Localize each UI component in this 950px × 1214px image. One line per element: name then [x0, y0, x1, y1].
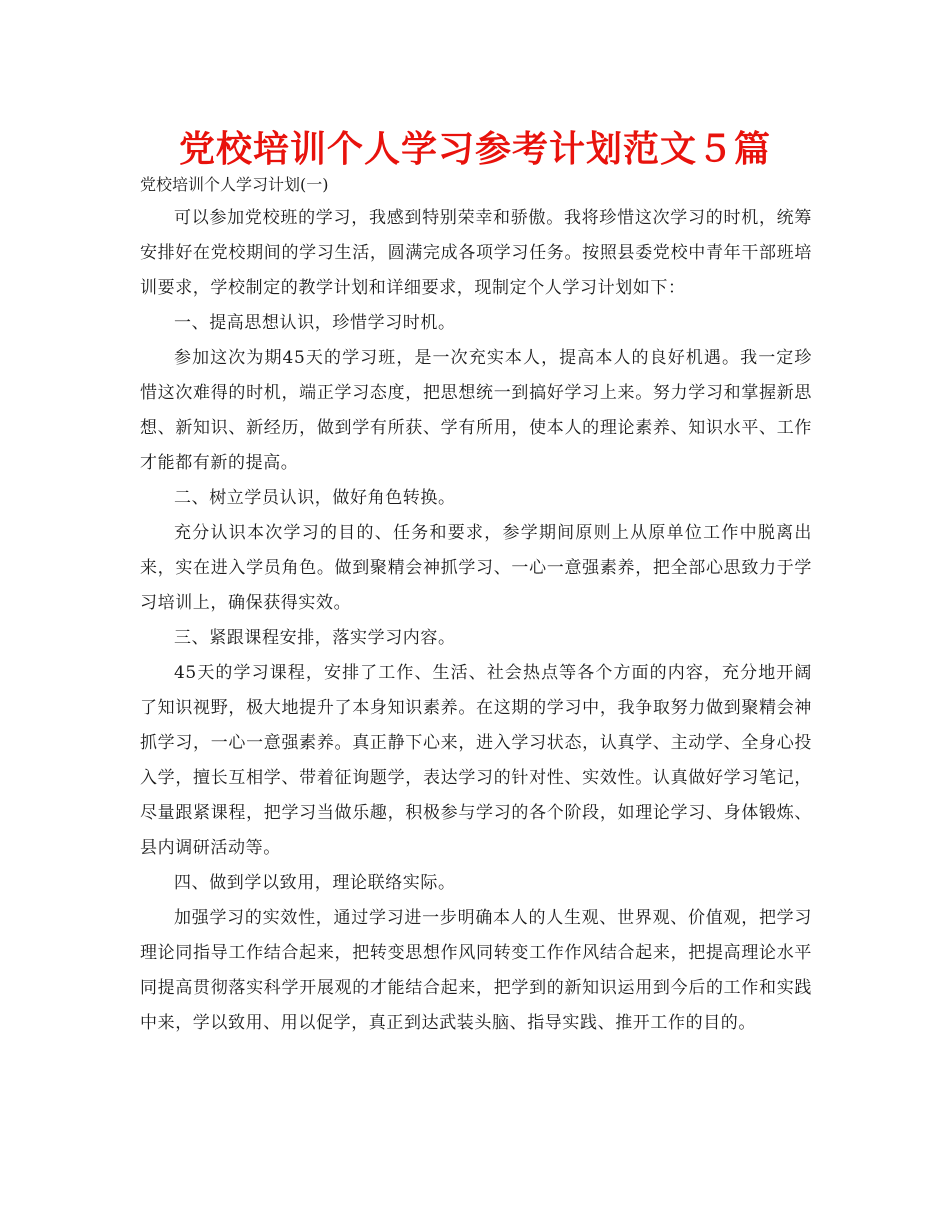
paragraph-4: 加强学习的实效性，通过学习进一步明确本人的人生观、世界观、价值观，把学习理论同指导工作结合起来，把转变思想作风同转变工作作风结合起来，把提高理论水平同提高贯彻落实科学开展观的才能结合起来，把学到的新知识运用到今后的工作和实践中来，学以致用、用以促学，真正到达武装头脑、指导实践、推开工作的目的。 — [140, 908, 812, 1033]
section-heading-4: 四、做到学以致用，理论联络实际。 — [174, 873, 456, 893]
section-subtitle: 党校培训个人学习计划(一) — [140, 175, 329, 194]
paragraph-1: 参加这次为期45天的学习班，是一次充实本人，提高本人的良好机遇。我一定珍惜这次难得的时机，端正学习态度，把思想统一到搞好学习上来。努力学习和掌握新思想、新知识、新经历，做到学有所获、学有所用，使本人的理论素养、知识水平、工作才能都有新的提高。 — [140, 348, 812, 473]
document-title: 党校培训个人学习参考计划范文５篇 — [178, 129, 771, 170]
section-heading-2: 二、树立学员认识，做好角色转换。 — [174, 488, 456, 508]
paragraph-2: 充分认识本次学习的目的、任务和要求，参学期间原则上从原单位工作中脱离出来，实在进入学员角色。做到聚精会神抓学习、一心一意强素养，把全部心思致力于学习培训上，确保获得实效。 — [140, 523, 812, 613]
paragraph-3: 45天的学习课程，安排了工作、生活、社会热点等各个方面的内容，充分地开阔了知识视野，极大地提升了本身知识素养。在这期的学习中，我争取努力做到聚精会神抓学习，一心一意强素养。真正静下心来，进入学习状态，认真学、主动学、全身心投入学，擅长互相学、带着征询题学，表达学习的针对性、实效性。认真做好学习笔记，尽量跟紧课程，把学习当做乐趣，积极参与学习的各个阶段，如理论学习、身体锻炼、县内调研活动等。 — [140, 663, 812, 858]
section-heading-1: 一、提高思想认识，珍惜学习时机。 — [174, 313, 456, 333]
section-heading-3: 三、紧跟课程安排，落实学习内容。 — [174, 628, 456, 648]
document-body — [140, 173, 812, 1041]
paragraph-intro: 可以参加党校班的学习，我感到特别荣幸和骄傲。我将珍惜这次学习的时机，统筹安排好在党校期间的学习生活，圆满完成各项学习任务。按照县委党校中青年干部班培训要求，学校制定的教学计划和详细要求，现制定个人学习计划如下： — [140, 208, 812, 298]
